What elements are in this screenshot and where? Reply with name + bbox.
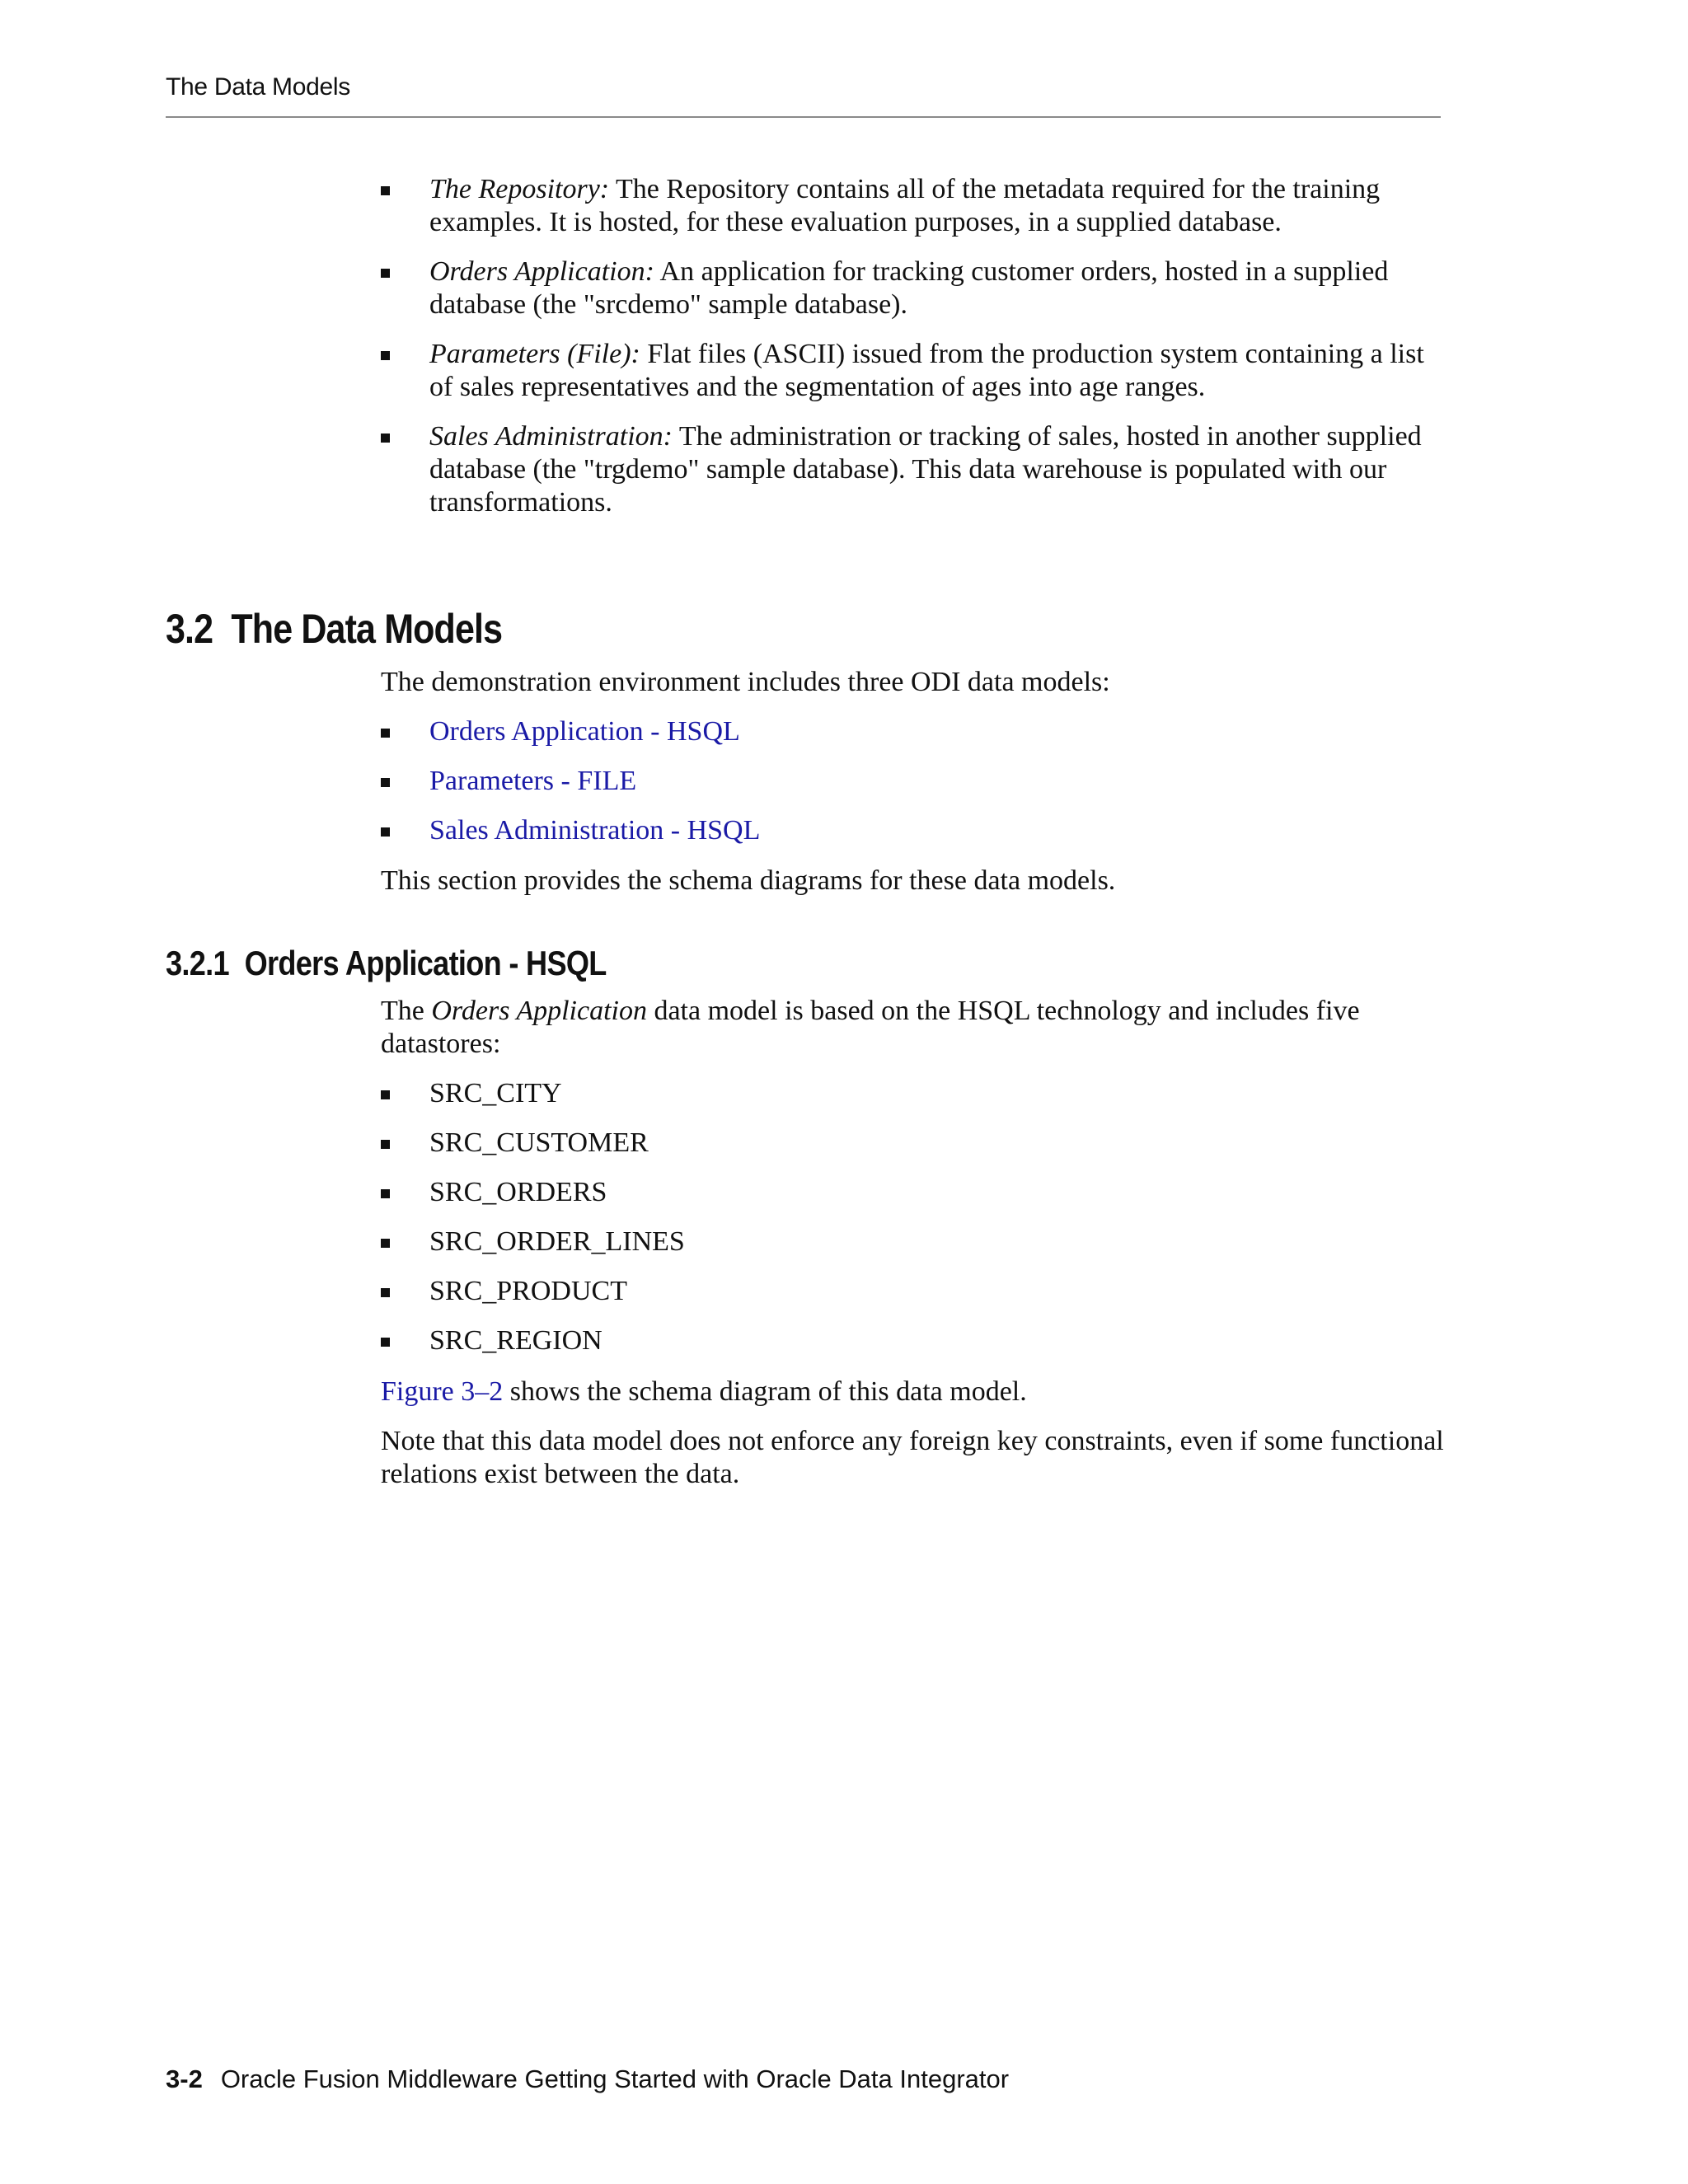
page-footer <box>166 2064 1009 2094</box>
model-link-orders[interactable]: Orders Application - HSQL <box>429 716 740 747</box>
section-title: The Data Models <box>231 606 503 652</box>
list-item <box>381 1226 1444 1258</box>
intro-suffix: data model is based on the HSQL technology and includes five datastores: <box>381 996 1360 1059</box>
figure-reference-text: shows the schema diagram of this data model. <box>503 1376 1027 1407</box>
square-bullet-icon <box>381 1090 390 1099</box>
book-title: Oracle Fusion Middleware Getting Started with Oracle Data Integrator <box>220 2064 1010 2093</box>
subsection-intro <box>381 995 1444 1061</box>
list-item-text: An application for tracking customer orders, hosted in a supplied database (the "srcdemo" sample database). <box>429 256 1389 320</box>
intro-emphasis: Orders Application <box>431 996 647 1026</box>
list-item-text: Flat files (ASCII) issued from the production system containing a list of sales representatives and the segmentation of ages into age ranges. <box>429 339 1424 402</box>
intro-list <box>381 173 1444 519</box>
model-link-parameters[interactable]: Parameters - FILE <box>429 766 637 796</box>
list-item-term: Orders Application: <box>429 256 654 287</box>
section-heading-3-2 <box>166 604 502 654</box>
section-number: 3.2 <box>166 606 213 652</box>
list-item <box>381 1176 1444 1209</box>
running-header-title: The Data Models <box>166 73 350 101</box>
square-bullet-icon <box>381 827 390 837</box>
list-item-text: The Repository contains all of the metadata required for the training examples. It is hosted, for these evaluation purposes, in a supplied database. <box>429 174 1381 237</box>
square-bullet-icon <box>381 1140 390 1149</box>
subsection-title: Orders Application - HSQL <box>244 944 607 982</box>
square-bullet-icon <box>381 778 390 787</box>
square-bullet-icon <box>381 729 390 738</box>
foreign-key-note: Note that this data model does not enforce any foreign key constraints, even if some functional relations exist between the data. <box>381 1426 1444 1489</box>
square-bullet-icon <box>381 434 390 443</box>
figure-reference <box>381 1376 1444 1408</box>
list-item-term: Sales Administration: <box>429 421 673 452</box>
square-bullet-icon <box>381 269 390 278</box>
running-header <box>166 73 1441 118</box>
square-bullet-icon <box>381 186 390 195</box>
list-item <box>381 715 1444 748</box>
subsection-number: 3.2.1 <box>166 944 229 982</box>
square-bullet-icon <box>381 1239 390 1248</box>
list-item <box>381 1324 1444 1357</box>
list-item <box>381 814 1444 847</box>
list-item <box>381 1077 1444 1110</box>
list-item <box>381 255 1444 321</box>
list-item-term: Parameters (File): <box>429 339 640 369</box>
datastore-list <box>381 1077 1444 1357</box>
section-intro: The demonstration environment includes three ODI data models: <box>381 667 1110 697</box>
datastore-name: SRC_ORDERS <box>429 1177 607 1207</box>
list-item-term: The Repository: <box>429 174 610 204</box>
datastore-name: SRC_ORDER_LINES <box>429 1226 685 1257</box>
page-number: 3-2 <box>166 2064 203 2093</box>
datastore-name: SRC_CITY <box>429 1078 562 1108</box>
square-bullet-icon <box>381 1189 390 1198</box>
model-link-sales[interactable]: Sales Administration - HSQL <box>429 815 761 846</box>
list-item <box>381 338 1444 404</box>
list-item <box>381 1275 1444 1308</box>
list-item <box>381 1127 1444 1160</box>
list-item <box>381 765 1444 798</box>
intro-prefix: The <box>381 996 432 1026</box>
list-item <box>381 173 1444 239</box>
list-item-text: The administration or tracking of sales, hosted in another supplied database (the "trgdemo" sample database). This data warehouse is populated with our transformations. <box>429 421 1422 518</box>
datastore-name: SRC_CUSTOMER <box>429 1127 649 1158</box>
section-outro: This section provides the schema diagrams for these data models. <box>381 865 1116 896</box>
square-bullet-icon <box>381 1288 390 1297</box>
datastore-name: SRC_REGION <box>429 1325 603 1356</box>
square-bullet-icon <box>381 1338 390 1347</box>
figure-link[interactable]: Figure 3–2 <box>381 1376 504 1407</box>
list-item <box>381 420 1444 519</box>
section-heading-3-2-1 <box>166 943 607 984</box>
data-model-list <box>381 715 1444 847</box>
square-bullet-icon <box>381 351 390 360</box>
datastore-name: SRC_PRODUCT <box>429 1276 627 1306</box>
